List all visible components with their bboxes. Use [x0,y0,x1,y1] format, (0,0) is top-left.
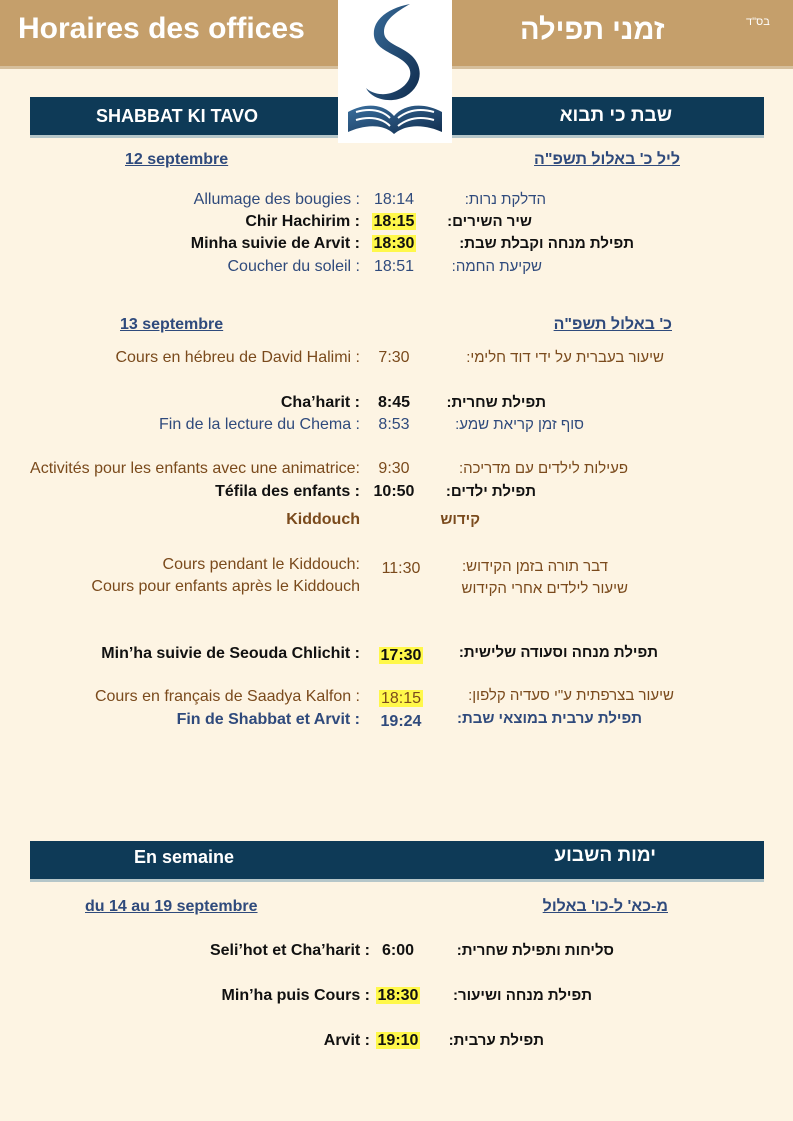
minha-cours-label-he: תפילת מנחה ושיעור: [452,987,592,1004]
hebrew-class-label-fr: Cours en hébreu de David Halimi : [115,349,360,366]
kiddouch-class-label-he: דבר תורה בזמן הקידוש: [462,558,608,575]
kids-class-label-he: שיעור לילדים אחרי הקידוש [461,580,628,597]
minha-arvit-label-he: תפילת מנחה וקבלת שבת: [459,235,634,252]
end-shabbat-time: 19:24 [380,713,422,730]
minha-cours-time: 18:30 [377,987,419,1004]
friday-date-he: ליל כ' באלול תשפ"ה [534,151,680,168]
kiddouch-label-fr: Kiddouch [286,511,360,528]
logo [338,0,452,143]
minha-cours-label-fr: Min’ha puis Cours : [221,987,370,1004]
week-date-fr: du 14 au 19 septembre [85,898,258,915]
shema-end-time: 8:53 [378,416,410,433]
candle-lighting-label-he: הדלקת נרות: [464,191,546,208]
seouda-chlichit-label-fr: Min’ha suivie de Seouda Chlichit : [101,645,360,662]
page-title-fr: Horaires des offices [18,12,305,45]
selihot-time: 6:00 [381,942,415,959]
candle-lighting-label-fr: Allumage des bougies : [193,191,360,208]
seouda-chlichit-time: 17:30 [380,647,422,664]
selihot-label-he: סליחות ותפילת שחרית: [456,942,614,959]
kids-class-label-fr: Cours pour enfants après le Kiddouch [91,578,360,595]
week-band-title-he: ימות השבוע [554,845,656,866]
shema-end-label-fr: Fin de la lecture du Chema : [159,416,360,433]
week-band-title-fr: En semaine [134,847,235,867]
kids-tefila-label-he: תפילת ילדים: [445,483,536,500]
shabbat-band-title-fr: SHABBAT KI TAVO [96,106,258,126]
seouda-chlichit-label-he: תפילת מנחה וסעודה שלישית: [458,644,658,661]
kids-activities-time: 9:30 [378,460,410,477]
kids-tefila-time: 10:50 [373,483,415,500]
week-band-underline [30,879,764,882]
kiddouch-label-he: קידוש [440,511,480,528]
sunset-time: 18:51 [373,258,415,275]
bsd-mark: בס"ד [746,16,770,28]
kiddouch-class-time: 11:30 [381,560,421,577]
shin-book-logo-icon [338,0,452,143]
shacharit-time: 8:45 [377,394,411,411]
french-class-label-he: שיעור בצרפתית ע"י סעדיה קלפון: [468,687,674,704]
kids-tefila-label-fr: Téfila des enfants : [215,483,360,500]
friday-date-fr: 12 septembre [125,151,229,168]
kids-activities-label-fr: Activités pour les enfants avec une animatrice: [30,460,360,477]
kids-activities-label-he: פעילות לילדים עם מדריכה: [458,460,628,477]
page-title-he: זמני תפילה [520,14,665,46]
week-date-he: מ-כא' ל-כו' באלול [542,898,668,915]
saturday-date-he: כ' באלול תשפ"ה [553,316,672,333]
arvit-label-fr: Arvit : [323,1032,370,1049]
shacharit-label-he: תפילת שחרית: [446,394,546,411]
sunset-label-fr: Coucher du soleil : [227,258,360,275]
shabbat-band-title-he: שבת כי תבוא [559,105,672,126]
sunset-label-he: שקיעת החמה: [451,258,542,275]
hebrew-class-time: 7:30 [378,349,410,366]
chir-hachirim-label-he: שיר השירים: [447,213,532,230]
french-class-time: 18:15 [380,690,422,707]
minha-arvit-label-fr: Minha suivie de Arvit : [190,235,360,252]
end-shabbat-label-fr: Fin de Shabbat et Arvit : [176,711,360,728]
arvit-time: 19:10 [377,1032,419,1049]
hebrew-class-label-he: שיעור בעברית על ידי דוד חלימי: [466,349,664,366]
end-shabbat-label-he: תפילת ערבית במוצאי שבת: [456,710,642,727]
shema-end-label-he: סוף זמן קריאת שמע: [455,416,584,433]
saturday-date-fr: 13 septembre [120,316,224,333]
shacharit-label-fr: Cha’harit : [280,394,360,411]
french-class-label-fr: Cours en français de Saadya Kalfon : [94,688,360,705]
chir-hachirim-time: 18:15 [373,213,415,230]
selihot-label-fr: Seli’hot et Cha’harit : [209,942,370,959]
chir-hachirim-label-fr: Chir Hachirim : [245,213,360,230]
arvit-label-he: תפילת ערבית: [448,1032,544,1049]
minha-arvit-time: 18:30 [373,235,415,252]
kiddouch-class-label-fr: Cours pendant le Kiddouch: [162,556,360,573]
candle-lighting-time: 18:14 [373,191,415,208]
